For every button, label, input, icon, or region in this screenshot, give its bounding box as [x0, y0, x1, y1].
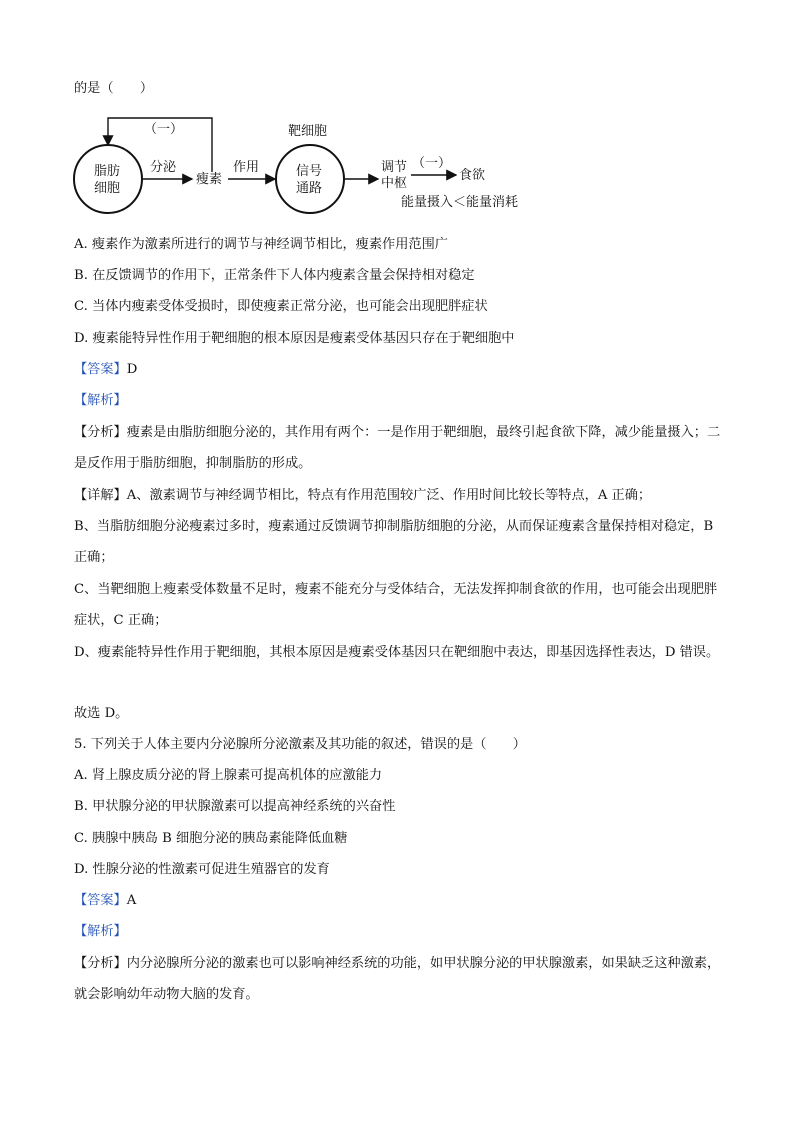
q4-conclusion: 故选 D。: [74, 706, 129, 721]
act-label: 作用: [233, 160, 260, 175]
q4-detail-c: C、当靶细胞上瘦素受体数量不足时，瘦素不能充分与受体结合，无法发挥抑制食欲的作用，也可能会出现肥胖症状，C 正确；: [74, 582, 718, 628]
fat-cell-circle: [74, 145, 142, 213]
q5-answer: [74, 892, 136, 910]
q4-answer-label: 【答案】: [74, 362, 127, 377]
q5-answer-value: A: [126, 893, 137, 908]
fat-cell-label-2: 细胞: [94, 181, 121, 196]
q4-analysis-label: 【解析】: [74, 393, 127, 408]
q4-option-a: A. 瘦素作为激素所进行的调节与神经调节相比，瘦素作用范围广: [74, 237, 448, 252]
q4-detail-a-text: A、激素调节与神经调节相比，特点有作用范围较广泛、作用时间比较长等特点，A 正确；: [126, 488, 652, 503]
leptin-label: 瘦素: [196, 172, 223, 187]
q4-detail-b: B、当脂肪细胞分泌瘦素过多时，瘦素通过反馈调节抑制脂肪细胞的分泌，从而保证瘦素含量保持相对稳定，B 正确；: [74, 519, 714, 565]
q5-option-b: B. 甲状腺分泌的甲状腺激素可以提高神经系统的兴奋性: [74, 799, 396, 814]
q4-stem-tail: 的是（ ）: [74, 81, 154, 96]
secrete-label: 分泌: [150, 160, 177, 175]
energy-note: 能量摄入＜能量消耗: [401, 195, 519, 210]
q4-option-d: D. 瘦素能特异性作用于靶细胞的根本原因是瘦素受体基因只存在于靶细胞中: [74, 331, 515, 346]
feedback-label: （一）: [144, 122, 184, 137]
q4-analysis-text: 瘦素是由脂肪细胞分泌的，其作用有两个：一是作用于靶细胞，最终引起食欲下降，减少能量摄入；二是反作用于脂肪细胞，抑制脂肪的形成。: [74, 425, 721, 471]
q5-analysis-text: 内分泌腺所分泌的激素也可以影响神经系统的功能，如甲状腺分泌的甲状腺激素，如果缺乏这种激素，就会影响幼年动物大脑的发育。: [74, 956, 721, 1002]
target-cell-circle: [276, 145, 344, 213]
q4-analysis-tag: 【分析】: [74, 425, 127, 440]
q5-option-c: C. 胰腺中胰岛 B 细胞分泌的胰岛素能降低血糖: [74, 831, 348, 846]
fat-cell-label-1: 脂肪: [94, 164, 121, 179]
q5-analysis-tag: 【分析】: [74, 956, 127, 971]
q4-detail-tag: 【详解】: [74, 488, 127, 503]
q4-detail-d: D、瘦素能特异性作用于靶细胞，其根本原因是瘦素受体基因只在靶细胞中表达，即基因选择性表达，D 错误。: [74, 645, 720, 660]
q5-analysis-label: 【解析】: [74, 924, 127, 939]
q4-answer-value: D: [126, 362, 138, 377]
signal-label-2: 通路: [296, 181, 323, 196]
q5-answer-label: 【答案】: [74, 893, 127, 908]
regulate-label: （一）: [412, 156, 452, 171]
q5-option-d: D. 性腺分泌的性激素可促进生殖器官的发育: [74, 862, 330, 877]
q5-option-a: A. 肾上腺皮质分泌的肾上腺素可提高机体的应激能力: [74, 768, 383, 783]
q4-option-c: C. 当体内瘦素受体受损时，即使瘦素正常分泌，也可能会出现肥胖症状: [74, 299, 488, 314]
target-cell-label: 靶细胞: [288, 124, 328, 139]
q5-analysis: [74, 948, 722, 1010]
leptin-diagram: [70, 110, 550, 218]
signal-label-1: 信号: [296, 164, 323, 179]
center-label-2: 中枢: [381, 176, 408, 191]
center-label-1: 调节: [381, 160, 408, 175]
q4-option-b: B. 在反馈调节的作用下，正常条件下人体内瘦素含量会保持相对稳定: [74, 268, 475, 283]
appetite-label: 食欲: [459, 168, 486, 183]
q5-stem: 5. 下列关于人体主要内分泌腺所分泌激素及其功能的叙述，错误的是（ ）: [74, 737, 526, 752]
q4-analysis: [74, 417, 722, 479]
q4-detail-a: [74, 480, 722, 511]
q4-answer: [74, 361, 137, 379]
